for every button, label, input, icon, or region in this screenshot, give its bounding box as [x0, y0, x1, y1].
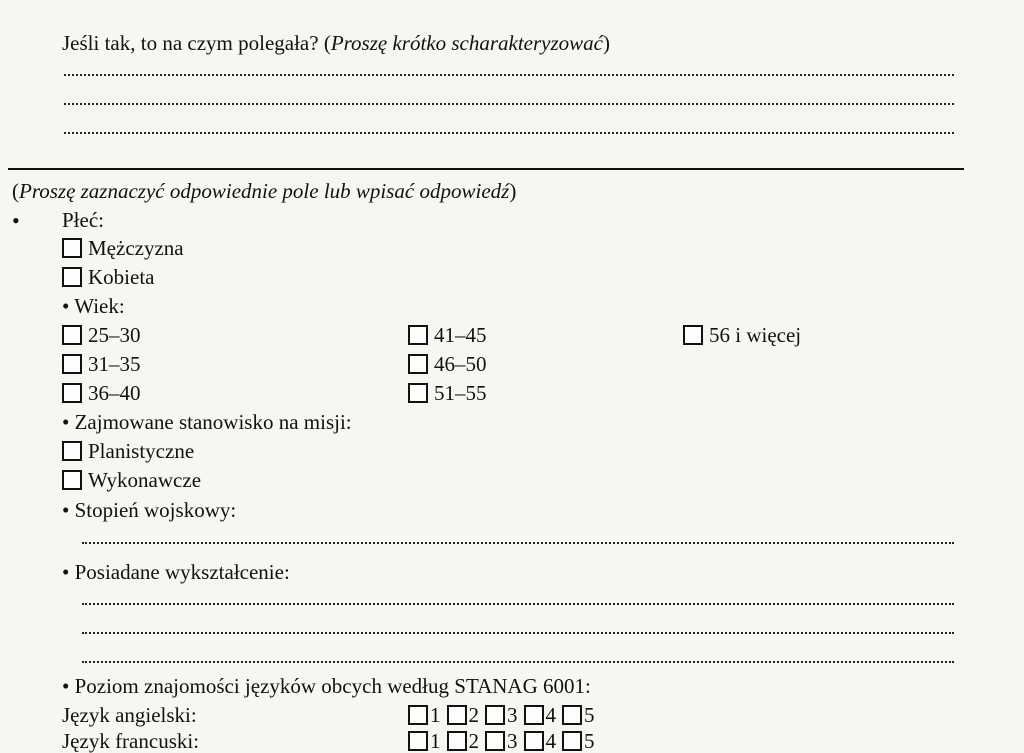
checkbox[interactable] — [562, 731, 582, 751]
option-label: 56 i więcej — [709, 323, 802, 347]
language-english-label: Język angielski: — [62, 703, 197, 727]
option-label: 51–55 — [434, 381, 487, 405]
option-label: 41–45 — [434, 323, 487, 347]
age-option[interactable] — [408, 354, 487, 375]
option-label: 31–35 — [88, 352, 141, 376]
languages-label: • Poziom znajomości języków obcych według STANAG 6001: — [62, 674, 591, 698]
followup-answer-line-3[interactable] — [64, 132, 954, 134]
checkbox[interactable] — [62, 238, 82, 258]
level-label: 2 — [468, 703, 479, 727]
bullet-icon: • — [12, 208, 20, 233]
sex-label: Płeć: — [62, 208, 104, 232]
checkbox[interactable] — [62, 383, 82, 403]
followup-answer-line-1[interactable] — [64, 74, 954, 76]
level-label: 5 — [584, 703, 595, 727]
checkbox[interactable] — [62, 267, 82, 287]
instructions — [12, 181, 516, 202]
checkbox[interactable] — [62, 470, 82, 490]
checkbox[interactable] — [408, 325, 428, 345]
option-label: Kobieta — [88, 265, 155, 289]
checkbox[interactable] — [485, 705, 505, 725]
followup-suffix: ) — [603, 31, 610, 55]
option-label: Planistyczne — [88, 439, 195, 463]
instructions-text: Proszę zaznaczyć odpowiednie pole lub wpisać odpowiedź — [19, 179, 510, 203]
level-label: 2 — [468, 729, 479, 753]
instructions-close: ) — [509, 179, 517, 203]
checkbox[interactable] — [524, 731, 544, 751]
age-option[interactable] — [408, 325, 487, 346]
level-label: 4 — [545, 729, 556, 753]
instructions-open: ( — [12, 179, 19, 203]
level-label: 3 — [507, 729, 518, 753]
checkbox[interactable] — [62, 441, 82, 461]
education-answer-line-3[interactable] — [82, 661, 954, 663]
followup-answer-line-2[interactable] — [64, 103, 954, 105]
age-option[interactable] — [62, 325, 141, 346]
checkbox[interactable] — [485, 731, 505, 751]
level-label: 4 — [545, 703, 556, 727]
level-label: 1 — [430, 703, 441, 727]
checkbox[interactable] — [524, 705, 544, 725]
option-label: Wykonawcze — [88, 468, 202, 492]
checkbox[interactable] — [408, 354, 428, 374]
rank-label: • Stopień wojskowy: — [62, 498, 237, 522]
position-option-executive[interactable] — [62, 470, 201, 491]
checkbox[interactable] — [447, 731, 467, 751]
language-english-levels — [408, 705, 595, 726]
position-label: • Zajmowane stanowisko na misji: — [62, 410, 352, 434]
option-label: 25–30 — [88, 323, 141, 347]
education-label: • Posiadane wykształcenie: — [62, 560, 290, 584]
age-option[interactable] — [683, 325, 801, 346]
followup-question — [62, 33, 610, 54]
age-option[interactable] — [62, 354, 141, 375]
sex-option-female[interactable] — [62, 267, 154, 288]
section-divider — [8, 168, 964, 170]
age-label: • Wiek: — [62, 294, 125, 318]
language-french-levels — [408, 731, 595, 752]
option-label: 36–40 — [88, 381, 141, 405]
position-option-planning[interactable] — [62, 441, 194, 462]
option-label: 46–50 — [434, 352, 487, 376]
education-answer-line-1[interactable] — [82, 603, 954, 605]
level-label: 1 — [430, 729, 441, 753]
checkbox[interactable] — [562, 705, 582, 725]
level-label: 3 — [507, 703, 518, 727]
checkbox[interactable] — [683, 325, 703, 345]
checkbox[interactable] — [62, 354, 82, 374]
rank-answer-line[interactable] — [82, 542, 954, 544]
education-answer-line-2[interactable] — [82, 632, 954, 634]
followup-prefix: Jeśli tak, to na czym polegała? ( — [62, 31, 331, 55]
option-label: Mężczyzna — [88, 236, 184, 260]
level-label: 5 — [584, 729, 595, 753]
checkbox[interactable] — [408, 705, 428, 725]
checkbox[interactable] — [408, 731, 428, 751]
age-option[interactable] — [408, 383, 487, 404]
followup-instruction: Proszę krótko scharakteryzować — [330, 31, 603, 55]
age-option[interactable] — [62, 383, 141, 404]
checkbox[interactable] — [447, 705, 467, 725]
checkbox[interactable] — [62, 325, 82, 345]
checkbox[interactable] — [408, 383, 428, 403]
sex-option-male[interactable] — [62, 238, 184, 259]
language-french-label: Język francuski: — [62, 729, 200, 753]
